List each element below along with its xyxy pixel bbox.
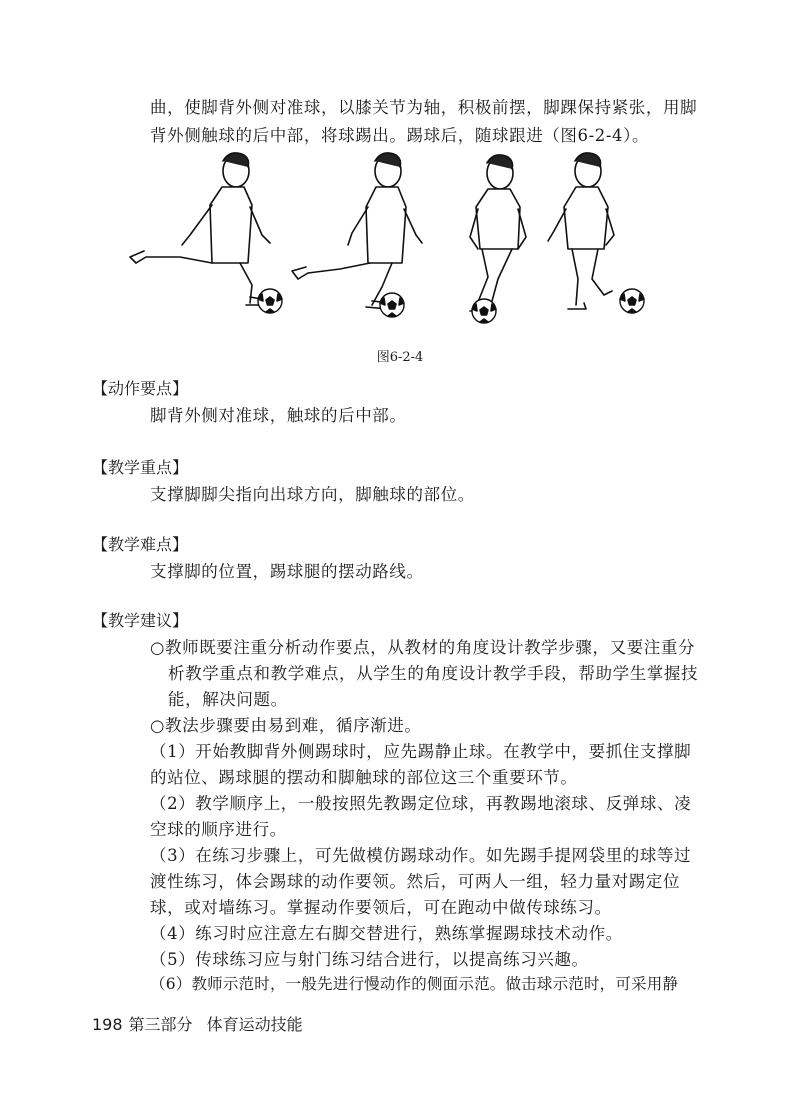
teaching-focus-heading: 【教学重点】	[92, 458, 189, 477]
kicker-figure-2	[292, 153, 422, 309]
teaching-suggestions-heading: 【教学建议】	[92, 611, 189, 630]
soccer-ball	[620, 289, 644, 313]
footer-title: 体育运动技能	[206, 1015, 303, 1034]
soccer-ball	[380, 293, 404, 317]
suggestion-line: （1）开始教脚背外侧踢球时，应先踢静止球。在教学中，要抓住支撑脚	[150, 742, 692, 761]
suggestion-line: 能，解决问题。	[168, 690, 288, 709]
teaching-focus-text: 支撑脚脚尖指向出球方向，脚触球的部位。	[150, 485, 475, 504]
suggestion-line: 的站位、踢球腿的摆动和脚触球的部位这三个重要环节。	[150, 768, 578, 787]
suggestion-line: （4）练习时应注意左右脚交替进行，熟练掌握踢球技术动作。	[150, 924, 623, 943]
kicker-figure-3	[470, 155, 526, 311]
suggestion-line: ○教法步骤要由易到难，循序渐进。	[150, 716, 422, 735]
suggestion-line: （3）在练习步骤上，可先做模仿踢球动作。如先踢手提网袋里的球等过	[150, 846, 692, 865]
teaching-difficulty-heading: 【教学难点】	[92, 535, 189, 554]
suggestion-line: （2）教学顺序上，一般按照先教踢定位球，再教踢地滚球、反弹球、凌	[150, 794, 692, 813]
suggestion-line: 球，或对墙练习。掌握动作要领后，可在跑动中做传球练习。	[150, 898, 612, 917]
soccer-ball	[258, 289, 282, 313]
suggestion-line: ○教师既要注重分析动作要点，从教材的角度设计教学步骤，又要注重分	[150, 638, 696, 657]
suggestion-line: 空球的顺序进行。	[150, 820, 287, 839]
suggestion-line: （6）教师示范时，一般先进行慢动作的侧面示范。做击球示范时，可采用静	[150, 975, 679, 993]
page-footer	[92, 1012, 303, 1035]
kicker-figure-4	[548, 153, 614, 309]
soccer-kick-sequence-figure	[120, 145, 660, 335]
suggestion-line: 析教学重点和教学难点，从学生的角度设计教学手段，帮助学生掌握技	[168, 664, 699, 683]
kicker-figure-1	[130, 153, 272, 305]
intro-line: 曲，使脚背外侧对准球，以膝关节为轴，积极前摆，脚踝保持紧张，用脚	[150, 98, 698, 117]
page-number: 198	[92, 1015, 123, 1034]
action-points-heading: 【动作要点】	[92, 379, 189, 398]
suggestion-line: 渡性练习，体会踢球的动作要领。然后，可两人一组，轻力量对踢定位	[150, 872, 681, 891]
teaching-difficulty-text: 支撑脚的位置，踢球腿的摆动路线。	[150, 562, 424, 581]
figure-caption: 图6-2-4	[376, 350, 424, 365]
footer-part: 第三部分	[128, 1015, 193, 1034]
suggestion-line: （5）传球练习应与射门练习结合进行，以提高练习兴趣。	[150, 950, 589, 969]
intro-line: 背外侧触球的后中部，将球踢出。踢球后，随球跟进（图6-2-4）。	[150, 126, 650, 145]
soccer-ball	[472, 299, 496, 323]
action-points-text: 脚背外侧对准球，触球的后中部。	[150, 406, 407, 425]
